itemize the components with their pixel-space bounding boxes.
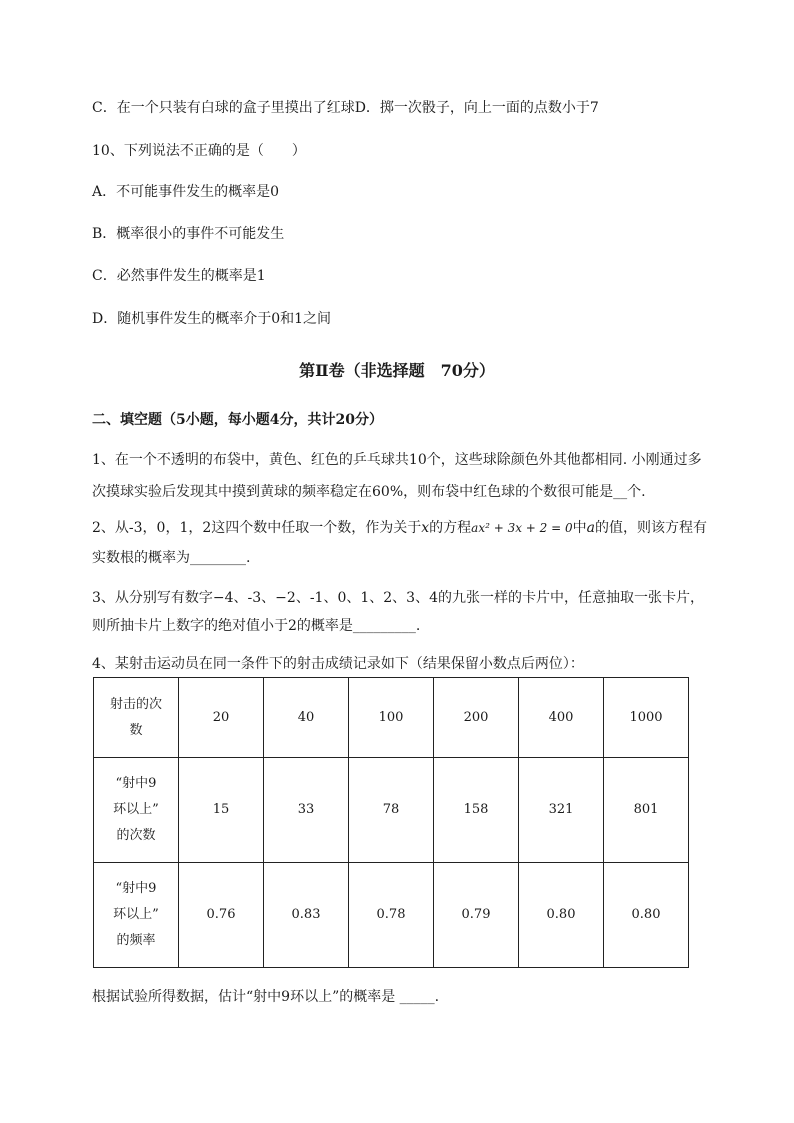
row-header-line: 环以上” bbox=[113, 907, 159, 922]
q2-text-4: 的值，则该方程有 bbox=[595, 520, 707, 536]
q1-line-2: 次摸球实验后发现其中摸到黄球的频率稳定在60%，则布袋中红色球的个数很可能是__个. bbox=[92, 484, 646, 500]
q10-option-c: C．必然事件发生的概率是1 bbox=[92, 268, 266, 284]
table-cell: 158 bbox=[434, 758, 519, 863]
table-cell: 78 bbox=[349, 758, 434, 863]
table-cell: 0.80 bbox=[519, 863, 604, 968]
table-cell: 200 bbox=[434, 678, 519, 758]
question-1 bbox=[92, 447, 732, 505]
table-cell: 400 bbox=[519, 678, 604, 758]
q2-var-x: x bbox=[421, 520, 430, 536]
row-header-line: “射中9 bbox=[115, 881, 157, 896]
q10-option-d: D．随机事件发生的概率介于0和1之间 bbox=[92, 311, 332, 327]
row-header-line: “射中9 bbox=[115, 776, 157, 791]
table-row bbox=[94, 863, 689, 968]
table-cell: 100 bbox=[349, 678, 434, 758]
row-header bbox=[94, 863, 179, 968]
table-row bbox=[94, 678, 689, 758]
table-cell: 0.78 bbox=[349, 863, 434, 968]
q2-line-2: 实数根的概率为________. bbox=[92, 550, 251, 566]
q2-line-1 bbox=[92, 515, 732, 541]
row-header bbox=[94, 678, 179, 758]
q3-line-1: 3、从分别写有数字−4、-3、−2、-1、0、1、2、3、4的九张一样的卡片中，任意抽取一张卡片， bbox=[92, 590, 704, 606]
q3-line-2: 则所抽卡片上数字的绝对值小于2的概率是_________. bbox=[92, 618, 421, 634]
section-heading: 二、填空题（5小题，每小题4分，共计20分） bbox=[92, 412, 383, 428]
section-title: 第Ⅱ卷（非选择题 70分） bbox=[299, 361, 495, 380]
row-header-line: 的频率 bbox=[116, 933, 156, 948]
row-header-line: 数 bbox=[129, 722, 143, 738]
q10-stem: 10、下列说法不正确的是（ ） bbox=[92, 143, 306, 159]
question-2 bbox=[92, 515, 732, 571]
row-header bbox=[94, 758, 179, 863]
row-header-line: 环以上” bbox=[113, 802, 159, 817]
table-cell: 0.80 bbox=[604, 863, 689, 968]
table-cell: 20 bbox=[179, 678, 264, 758]
row-header-line: 的次数 bbox=[116, 828, 156, 843]
table-cell: 321 bbox=[519, 758, 604, 863]
table-cell: 0.76 bbox=[179, 863, 264, 968]
table-cell: 15 bbox=[179, 758, 264, 863]
q10-option-b: B．概率很小的事件不可能发生 bbox=[92, 226, 285, 242]
q10-option-a: A．不可能事件发生的概率是0 bbox=[92, 184, 280, 200]
shooting-record-table bbox=[93, 677, 689, 968]
table-cell: 801 bbox=[604, 758, 689, 863]
q4-intro: 4、某射击运动员在同一条件下的射击成绩记录如下（结果保留小数点后两位）： bbox=[92, 656, 584, 672]
q2-text-1: 2、从-3，0，1，2这四个数中任取一个数，作为关于 bbox=[92, 520, 422, 536]
q2-var-a: a bbox=[586, 520, 595, 536]
table-cell: 33 bbox=[264, 758, 349, 863]
q2-equation: ax² + 3x + 2 = 0 bbox=[471, 521, 573, 535]
question-3 bbox=[92, 585, 732, 639]
table-cell: 0.83 bbox=[264, 863, 349, 968]
q4-footer: 根据试验所得数据，估计“射中9环以上”的概率是 _____. bbox=[92, 989, 440, 1005]
q1-line-1: 1、在一个不透明的布袋中，黄色、红色的乒乓球共10个，这些球除颜色外其他都相同. 小刚通过多 bbox=[92, 452, 702, 468]
table-row bbox=[94, 758, 689, 863]
q9-option-cd: C．在一个只装有白球的盒子里摸出了红球D．掷一次骰子，向上一面的点数小于7 bbox=[92, 100, 599, 116]
table-cell: 0.79 bbox=[434, 863, 519, 968]
row-header-line: 射击的次 bbox=[109, 696, 162, 712]
table-cell: 40 bbox=[264, 678, 349, 758]
q2-text-3: 中 bbox=[572, 520, 587, 536]
q2-text-2: 的方程 bbox=[429, 520, 472, 536]
table-cell: 1000 bbox=[604, 678, 689, 758]
